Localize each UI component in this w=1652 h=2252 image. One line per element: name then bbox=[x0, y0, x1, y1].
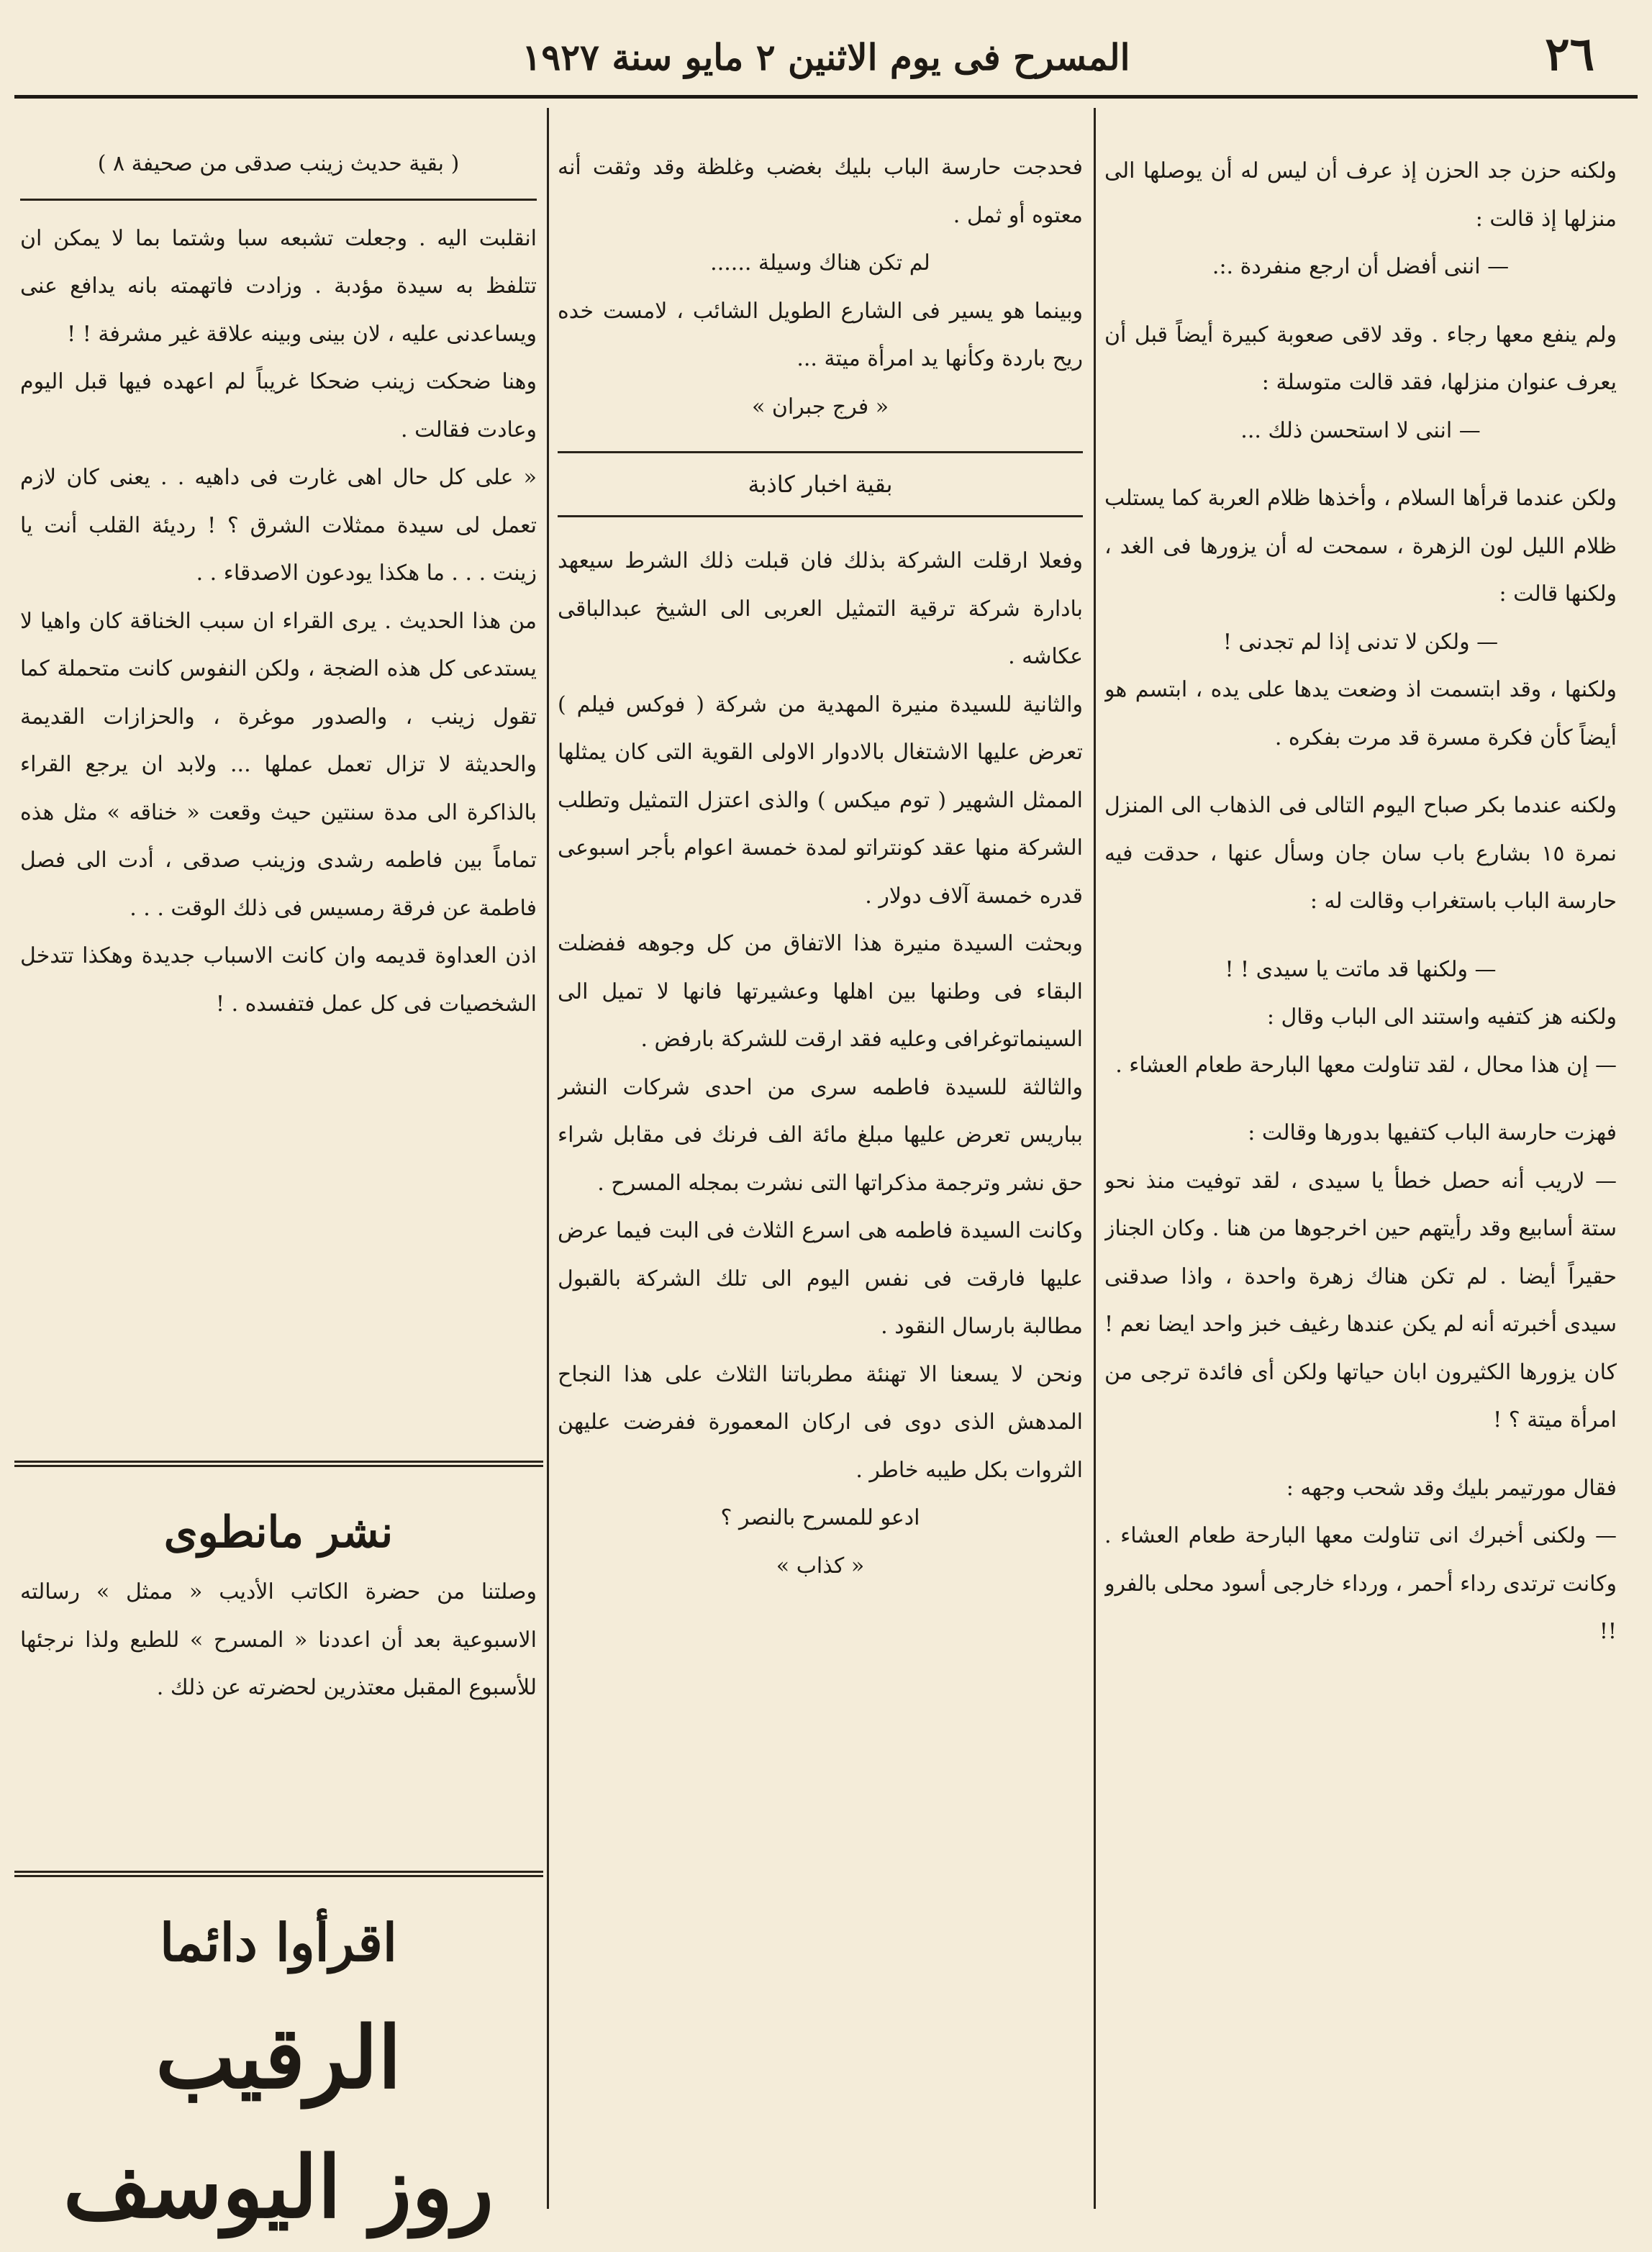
paragraph: فقال مورتيمر بليك وقد شحب وجهه : bbox=[1286, 1475, 1617, 1501]
ad-line: روز اليوسف bbox=[63, 2137, 494, 2237]
section-rule bbox=[14, 1465, 543, 1467]
heading-rule bbox=[20, 199, 537, 201]
ad-line: الرقيب bbox=[155, 2007, 401, 2107]
story-column-right bbox=[1104, 147, 1617, 2205]
author-signature: « فرج جبران » bbox=[751, 394, 889, 419]
news-paragraph: ادعو للمسرح بالنصر ؟ bbox=[720, 1505, 920, 1530]
page-header bbox=[14, 14, 1638, 94]
paragraph: ولكن عندما قرأها السلام ، وأخذها ظلام العربة كما يستلب ظلام الليل لون الزهرة ، سمحت له أن يزورها فى الغد ، ولكنها قالت : bbox=[1104, 486, 1617, 607]
page-number: ٢٦ bbox=[1545, 27, 1594, 81]
section-rule bbox=[14, 1461, 543, 1463]
continuation-heading: ( بقية حديث زينب صدقى من صحيفة ٨ ) bbox=[97, 151, 460, 176]
paragraph: ولم ينفع معها رجاء . وقد لاقى صعوبة كبيرة أيضاً قبل أن يعرف عنوان منزلها، فقد قالت متوسلة : bbox=[1104, 322, 1617, 395]
column-divider bbox=[1094, 108, 1096, 2209]
news-paragraph: وفعلا ارقلت الشركة بذلك فان قبلت ذلك الشرط سيعهد بادارة شركة ترقية التمثيل العربى الى الشيخ عبدالباقى عكاشه . bbox=[558, 548, 1083, 669]
dialogue-line: — ولكنى أخبرك انى تناولت معها البارحة طعام العشاء . وكانت ترتدى رداء أحمر ، ورداء خارجى أسود محلى بالفرو !! bbox=[1104, 1523, 1617, 1644]
paragraph: اذن العداوة قديمه وان كانت الاسباب جديدة وهكذا تتدخل الشخصيات فى كل عمل فتفسده . ! bbox=[20, 943, 537, 1017]
notice-title: نشر مانطوى bbox=[163, 1507, 394, 1558]
section-rule bbox=[14, 1875, 543, 1877]
paragraph: « على كل حال اهى غارت فى داهيه . . يعنى كان لازم تعمل لى سيدة ممثلات الشرق ؟ ! رديئة القلب أنت يا زينت . . . ما هكذا يودعون الاصدقاء . . bbox=[20, 465, 537, 586]
paragraph: ولكنه حزن جد الحزن إذ عرف أن ليس له أن يوصلها الى منزلها إذ قالت : bbox=[1104, 158, 1617, 232]
paragraph: ولكنه عندما بكر صباح اليوم التالى فى الذهاب الى المنزل نمرة ١٥ بشارع باب سان جان وسأل عنها ، حدقت فيه حارسة الباب باستغراب وقالت له : bbox=[1104, 793, 1617, 914]
news-paragraph: وكانت السيدة فاطمه هى اسرع الثلاث فى البت فيما عرض عليها فارقت فى نفس اليوم الى تلك الشركة بالقبول مطالبة بارسال النقود . bbox=[558, 1218, 1083, 1339]
dialogue-line: — اننى لا استحسن ذلك ... bbox=[1240, 417, 1481, 443]
dialogue-line: — اننى أفضل أن ارجع منفردة .:. bbox=[1212, 254, 1510, 279]
news-paragraph: وبحثت السيدة منيرة هذا الاتفاق من كل وجوهه ففضلت البقاء فى وطنها بين اهلها وعشيرتها فانها لا تميل الى السينماتوغرافى وعليه فقد ارقت للشركة بارفض . bbox=[558, 931, 1083, 1052]
ad-line: اقرأوا دائما bbox=[160, 1912, 397, 1973]
dialogue-line: — لاريب أنه حصل خطأ يا سيدى ، لقد توفيت منذ نحو ستة أسابيع وقد رأيتهم حين اخرجوها من هنا . وكان الجناز حقيراً أيضا . لم تكن هناك زهرة واحدة ، واذا صدقنى سيدى أخبرته أنه لم يكن عندها رغيف خبز واحد ايضا نعم ! كان يزورها الكثيرون ابان حياتها ولكن أى فائدة ترجى من امرأة ميتة ؟ ! bbox=[1104, 1168, 1617, 1433]
paragraph: وهنا ضحكت زينب ضحكا غريباً لم اعهده فيها قبل اليوم وعادت فقالت . bbox=[20, 369, 537, 442]
interview-column-left bbox=[20, 140, 537, 1453]
section-heading: بقية اخبار كاذبة bbox=[558, 451, 1083, 517]
paragraph: وبينما هو يسير فى الشارع الطويل الشائب ، لامست خده ريح باردة وكأنها يد امرأة ميتة ... bbox=[558, 298, 1083, 371]
story-column-middle bbox=[558, 144, 1083, 2202]
paragraph: ولكنه هز كتفيه واستند الى الباب وقال : bbox=[1266, 1004, 1617, 1030]
paragraph: فحدجت حارسة الباب بليك بغضب وغلظة وقد وثقت أنه معتوه أو ثمل . bbox=[558, 155, 1083, 228]
advertisement bbox=[20, 1892, 537, 2252]
dialogue-line: — إن هذا محال ، لقد تناولت معها البارحة طعام العشاء . bbox=[1115, 1052, 1617, 1078]
column-divider bbox=[547, 108, 549, 2209]
header-rule bbox=[14, 95, 1638, 99]
news-paragraph: والثانية للسيدة منيرة المهدية من شركة ( فوكس فيلم ) تعرض عليها الاشتغال بالادوار الاولى القوية التى كان يمثلها الممثل الشهير ( توم ميكس ) والذى اعتزل التمثيل وتطلب الشركة منها عقد كونتراتو لمدة خمسة اعوام بأجر اسبوعى قدره خمسة آلاف دولار . bbox=[558, 691, 1083, 909]
paragraph: فهزت حارسة الباب كتفيها بدورها وقالت : bbox=[1248, 1120, 1617, 1145]
notice-box bbox=[20, 1497, 537, 1712]
paragraph: انقلبت اليه . وجعلت تشبعه سبا وشتما بما لا يمكن ان تتلفظ به سيدة مؤدبة . وزادت فاتهمته بانه يدافع عنى ويساعدنى عليه ، لان بينى وبينه علاقة غير مشرفة ! ! bbox=[20, 225, 537, 347]
paragraph: لم تكن هناك وسيلة ...... bbox=[710, 250, 930, 276]
news-paragraph: ونحن لا يسعنا الا تهنئة مطرباتنا الثلاث على هذا النجاح المدهش الذى دوى فى اركان المعمورة ففرضت عليهن الثروات بكل طيبه خاطر . bbox=[558, 1361, 1083, 1483]
author-signature: « كذاب » bbox=[776, 1553, 865, 1579]
dialogue-line: — ولكن لا تدنى إذا لم تجدنى ! bbox=[1222, 629, 1499, 655]
dialogue-line: — ولكنها قد ماتت يا سيدى ! ! bbox=[1225, 956, 1497, 982]
paragraph: ولكنها ، وقد ابتسمت اذ وضعت يدها على يده ، ابتسم هو أيضاً كأن فكرة مسرة قد مرت بفكره . bbox=[1104, 677, 1617, 750]
issue-date-title: المسرح فى يوم الاثنين ٢ مايو سنة ١٩٢٧ bbox=[522, 36, 1130, 78]
notice-text: وصلتنا من حضرة الكاتب الأديب « ممثل » رسالته الاسبوعية بعد أن اعددنا « المسرح » للطبع ولذا نرجئها للأسبوع المقبل معتذرين لحضرته عن ذلك . bbox=[20, 1579, 537, 1700]
paragraph: من هذا الحديث . يرى القراء ان سبب الخناقة كان واهيا لا يستدعى كل هذه الضجة ، ولكن النفوس كانت متحملة كما تقول زينب ، والصدور موغرة ، والحزازات القديمة والحديثة لا تزال تعمل عملها ... ولابد ان يرجع القراء بالذاكرة الى مدة سنتين حيث وقعت « خناقه » مثل هذه تماماً بين فاطمه رشدى وزينب صدقى ، أدت الى فصل فاطمة عن فرقة رمسيس فى ذلك الوقت . . . bbox=[20, 608, 537, 921]
news-paragraph: والثالثة للسيدة فاطمه سرى من احدى شركات النشر بباريس تعرض عليها مبلغ مائة الف فرنك فى مقابل شراء حق نشر وترجمة مذكراتها التى نشرت بمجله المسرح . bbox=[558, 1074, 1083, 1196]
section-rule bbox=[14, 1871, 543, 1873]
